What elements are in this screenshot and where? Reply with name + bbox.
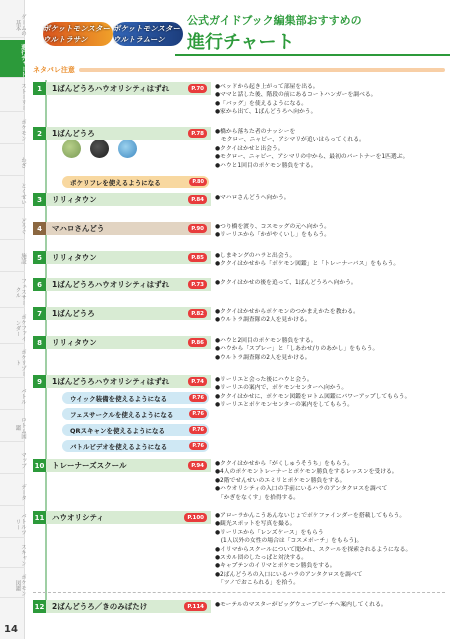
page-reference-badge: P.76 [189, 442, 207, 450]
page-reference-badge: P.82 [188, 309, 207, 318]
step-location: リリィタウン [52, 195, 97, 204]
description-line: ●ベッドから起き上がって部屋を出る。 [215, 84, 319, 90]
sidebar-tab[interactable]: ゲームの基本 [0, 10, 25, 38]
description-line: ●リーリエの案内で、ポケモンセンターへ向かう。 [215, 385, 348, 392]
step-description [215, 252, 445, 269]
description-line: ●ククイはかせに、ポケモン図鑑をロトム図鑑にパワーアップしてもらう。 [215, 393, 411, 400]
chart-step [33, 336, 211, 349]
chart-step [33, 251, 211, 264]
step-description [215, 223, 445, 240]
step-number: 4 [33, 222, 46, 235]
sidebar-tab[interactable]: ロトム図鑑 [0, 412, 25, 442]
step-number: 10 [33, 459, 46, 472]
step-number: 5 [33, 251, 46, 264]
description-line: ●ママと話した後、階段の前にあるコートハンガーを調べる。 [215, 92, 377, 99]
page-reference-badge: P.85 [188, 253, 207, 262]
description-line: ●リーリエと会った後にハウと会う。 [215, 377, 313, 383]
description-line: ●2ばんどうろの入口にいるハラのアンタクロスを調べて [215, 571, 363, 578]
sidebar-tab[interactable]: とくせい [0, 178, 25, 208]
page-reference-badge: P.76 [189, 426, 207, 434]
step-description [215, 308, 445, 325]
description-line: ●リーリエとポケモンセンターの案内をしてもらう。 [215, 402, 354, 409]
description-line: モクロー、ニャビー、アシマリが追いはらってくれる。 [215, 137, 365, 144]
chart-step [33, 307, 211, 320]
step-number: 7 [33, 307, 46, 320]
sidebar-tab[interactable]: ポケモン図鑑 [0, 570, 25, 598]
popplio-icon [118, 139, 137, 158]
description-line: ●4人のポケモントレーナーとポケモン勝負をするレッスンを受ける。 [215, 469, 398, 476]
step-location: 1ばんどうろハウオリシティはずれ [52, 280, 170, 289]
spoiler-label: ネタバレ注意 [33, 65, 75, 74]
header [25, 0, 450, 60]
page-reference-badge: P.84 [188, 195, 207, 204]
description-line: (1人以外の女性の場合は「コスメポーチ」をもらう)。 [215, 538, 363, 545]
sidebar-tab[interactable]: わざ [0, 146, 25, 176]
sidebar-tab[interactable]: 施設 [0, 242, 25, 272]
step-description [215, 460, 445, 502]
header-subtitle: 公式ガイドブック編集部おすすめの [187, 14, 362, 27]
step-number: 1 [33, 82, 46, 95]
unlock-feature-item [62, 176, 209, 188]
step-location: 1ばんどうろ [52, 309, 95, 318]
sidebar-tab[interactable]: ストーリー [0, 80, 25, 112]
step-description [215, 194, 445, 202]
page-reference-badge: P.76 [189, 410, 207, 418]
description-line: ●ハウと2回目のポケモン勝負をする。 [215, 338, 317, 344]
description-line: ●イリマからスクールについて聞かれ、スクールを探索されるようになる。 [215, 546, 412, 553]
chart-step [33, 193, 211, 206]
page-reference-badge: P.100 [184, 513, 207, 522]
description-line: ●ククイはかせと出会う。 [215, 145, 284, 152]
divider [33, 592, 445, 593]
step-location: 1ばんどうろ [52, 129, 95, 138]
logo-ultra-moon: ポケットモンスター ウルトラムーン [113, 22, 183, 46]
rowlet-icon [62, 139, 81, 158]
spoiler-bar [79, 68, 445, 72]
step-location: リリィタウン [52, 253, 97, 262]
description-line: ●ククイはかせの後を追って、1ばんどうろへ向かう。 [215, 280, 357, 286]
sidebar-tab[interactable]: データ [0, 476, 25, 506]
description-line: ●ハウオリシティの入口の手前にいるハラのアンタクロスを調べて [215, 486, 388, 493]
page-reference-badge: P.94 [188, 461, 207, 470]
description-line: ●スカル団のしたっぱと対決する。 [215, 554, 308, 561]
description-line: ●ウルトラ調査隊の2人を見かける。 [215, 354, 311, 361]
sidebar-tab[interactable]: マップ [0, 444, 25, 474]
description-line: ●マハロさんどうへ向かう。 [215, 195, 290, 201]
page-title: 進行チャート [187, 32, 295, 53]
sidebar-tab[interactable]: どうぐ [0, 210, 25, 240]
unlock-feature-label: ポケリフレを使えるようになる [70, 178, 161, 187]
unlock-feature-label: フェスサークルを使えるようになる [70, 410, 174, 419]
unlock-feature-label: バトルビデオを使えるようになる [70, 442, 168, 451]
description-line: ●モクロー、ニャビー、アシマリの中から、最初のパートナーを1匹選ぶ。 [215, 154, 409, 161]
description-line: ●家から出て、1ばんどうろへ向かう。 [215, 109, 317, 116]
header-divider [175, 54, 450, 56]
step-description [215, 128, 445, 170]
description-line: ●「バッグ」を使えるようになる。 [215, 100, 308, 107]
unlock-feature-item [62, 440, 209, 452]
unlock-feature-label: QRスキャンを使えるようになる [70, 426, 166, 435]
sidebar-tab[interactable]: バトルツリー [0, 508, 25, 538]
description-line: ●ウルトラ調査隊の2人を見かける。 [215, 317, 311, 324]
sidebar-tab[interactable]: ポケモン [0, 114, 25, 144]
step-description [215, 601, 445, 609]
description-line: ●リーリエから「かがやくいし」をもらう。 [215, 232, 331, 239]
chart-step [33, 127, 211, 140]
page-reference-badge: P.78 [188, 129, 207, 138]
step-location: ハウオリシティ [52, 513, 104, 522]
chart-step [33, 375, 211, 388]
sidebar-tab[interactable]: バトル [0, 380, 25, 410]
litten-icon [90, 139, 109, 158]
spoiler-warning [33, 63, 445, 76]
step-location: マハロさんどう [52, 224, 105, 233]
chart-step [33, 511, 211, 524]
sidebar-tab[interactable]: ポケファインダー [0, 310, 25, 344]
sidebar-tab[interactable]: スキャン [0, 540, 25, 568]
step-description [215, 83, 445, 117]
step-number: 3 [33, 193, 46, 206]
description-line: ●モーテルのマスターがビッグウェーブビーチへ案内してくれる。 [215, 602, 387, 608]
unlock-feature-item [62, 392, 209, 404]
page-reference-badge: P.86 [188, 338, 207, 347]
sidebar-tab[interactable]: ポケリゾート [0, 346, 25, 378]
page-reference-badge: P.76 [189, 394, 207, 402]
description-line: ●2階でせんせいのエミリとポケモン勝負をする。 [215, 477, 346, 484]
step-number: 8 [33, 336, 46, 349]
step-location: 1ばんどうろハウオリシティはずれ [52, 377, 170, 386]
step-number: 9 [33, 375, 46, 388]
description-line: ●しまキングのハラと出会う。 [215, 253, 296, 259]
description-line: 「かぎをなくす」を拾得する。 [215, 494, 300, 501]
step-location: 2ばんどうろ／きのみばたけ [52, 602, 148, 611]
description-line: ●ククイはかせからポケモンのつかまえかたを教わる。 [215, 309, 359, 315]
description-line: ●リーリエから「レンズケース」をもらう [215, 529, 324, 536]
page-reference-badge: P.90 [188, 224, 207, 233]
page-reference-badge: P.74 [188, 377, 207, 386]
page-reference-badge: P.73 [188, 280, 207, 289]
page-reference-badge: P.80 [189, 178, 207, 186]
chart-step [33, 459, 211, 472]
logo-ultra-sun: ポケットモンスター ウルトラサン [43, 22, 113, 46]
description-line: ●ハウから「スプレー」と「しあわせ/りのあかし」をもらう。 [215, 346, 379, 353]
page-number: 14 [4, 624, 18, 635]
description-line: ●ハウと1回目のポケモン勝負をする。 [215, 162, 317, 169]
description-line: ●観光スポットを写真を撮る。 [215, 521, 296, 528]
chart-step [33, 82, 211, 95]
step-number: 11 [33, 511, 46, 524]
step-number: 12 [33, 600, 46, 613]
step-location: リリィタウン [52, 338, 97, 347]
chart-step [33, 600, 211, 613]
page-reference-badge: P.70 [188, 84, 207, 93]
chart-step [33, 222, 211, 235]
description-line: 「ツノでおこられる」を拾う。 [215, 580, 299, 587]
description-line: ●橋から落ちた者のナッシーを [215, 129, 296, 135]
description-line: ●ククイはかせから「がくしゅうそうち」をもらう。 [215, 461, 354, 467]
sidebar [0, 0, 25, 639]
description-line: ●ククイはかせから「ポケモン図鑑」と「トレーナーパス」をもらう。 [215, 261, 400, 268]
unlock-feature-item [62, 408, 209, 420]
step-location: トレーナーズスクール [52, 461, 127, 470]
step-description [215, 512, 445, 588]
description-line: ●キャプテンのイリマとポケモン勝負をする。 [215, 563, 336, 570]
unlock-feature-item [62, 424, 209, 436]
step-description [215, 337, 445, 362]
step-number: 2 [33, 127, 46, 140]
step-description [215, 376, 445, 410]
step-location: 1ばんどうろハウオリシティはずれ [52, 84, 170, 93]
description-line: ●つり橋を渡り、コスモッグの元へ向かう。 [215, 224, 331, 230]
chart-step [33, 278, 211, 291]
sidebar-tab[interactable]: 進行チャート [0, 40, 25, 78]
unlock-feature-label: ウイック装備を使えるようになる [70, 394, 168, 403]
description-line: ●アローラかんこうあんないじょでポケファインダーを搭載してもらう。 [215, 513, 406, 519]
page-reference-badge: P.114 [184, 602, 207, 611]
step-description [215, 279, 445, 287]
step-number: 6 [33, 278, 46, 291]
sidebar-tab[interactable]: フェスサークル [0, 274, 25, 308]
